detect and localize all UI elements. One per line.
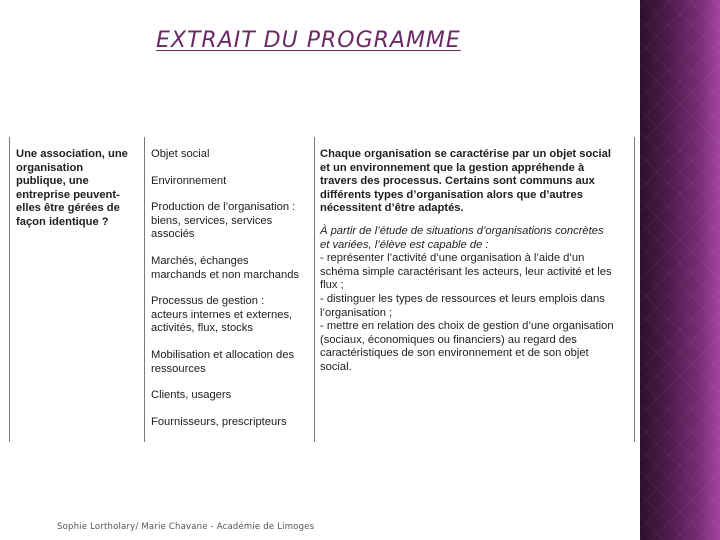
notion-line: associés <box>151 228 195 241</box>
competence-line: flux ; <box>320 279 344 292</box>
notion-item <box>151 295 311 336</box>
notion-line: Production de l’organisation : <box>151 201 296 214</box>
notion-item <box>151 175 311 189</box>
competence-intro-line: Chaque organisation se caractérise par un objet social <box>320 148 611 160</box>
notion-line: ressources <box>151 362 206 375</box>
question-line: façon identique ? <box>16 215 109 228</box>
competence-line: - mettre en relation des choix de gestion d’une organisation <box>320 320 614 333</box>
notion-item <box>151 389 311 403</box>
decorative-side-panel <box>640 0 720 540</box>
notion-line: Mobilisation et allocation des <box>151 348 295 361</box>
notion-item <box>151 148 311 162</box>
notion-item <box>151 349 311 376</box>
table-border-right <box>634 137 635 442</box>
competence-line: - distinguer les types de ressources et leurs emplois dans <box>320 292 605 305</box>
table-divider-2 <box>314 137 315 442</box>
competence-line: - représenter l’activité d’une organisation à l’aide d’un <box>320 252 585 265</box>
notion-line: Marchés, échanges <box>151 254 249 267</box>
question-column <box>16 148 140 230</box>
notion-line: Fournisseurs, prescripteurs <box>151 415 287 428</box>
question-line: elles être gérées de <box>16 202 120 215</box>
notion-item <box>151 201 311 242</box>
notions-column <box>151 148 311 442</box>
competence-intro-line: nécessitent d’être adaptés. <box>320 202 464 215</box>
notion-item <box>151 255 311 282</box>
competence-lead-line: et variées, l’élève est capable de : <box>320 238 489 251</box>
competence-line: (sociaux, économiques ou financiers) au regard des <box>320 333 577 346</box>
spacer <box>320 216 632 225</box>
notion-line: Processus de gestion : <box>151 295 265 308</box>
competence-line: schéma simple caractérisant les acteurs, leur activité et les <box>320 265 612 278</box>
competence-intro-line: et un environnement que la gestion appréhende à <box>320 161 585 174</box>
notion-line: acteurs internes et externes, <box>151 308 293 321</box>
question-line: entreprise peuvent- <box>16 188 120 201</box>
notion-line: Objet social <box>151 148 210 160</box>
notion-line: activités, flux, stocks <box>151 322 253 335</box>
notion-item <box>151 416 311 430</box>
table-divider-1 <box>144 137 145 442</box>
notion-line: biens, services, services <box>151 214 273 227</box>
question-line: publique, une <box>16 175 89 188</box>
competence-intro-line: travers des processus. Certains sont communs aux <box>320 175 595 188</box>
notion-line: Environnement <box>151 174 227 187</box>
competence-line: social. <box>320 360 352 373</box>
notion-line: Clients, usagers <box>151 389 232 402</box>
competence-line: caractéristiques de son environnement et de son objet <box>320 347 589 360</box>
footer-credits: Sophie Lortholary/ Marie Chavane - Académie de Limoges <box>57 522 315 532</box>
competence-intro-line: différents types d’organisation alors que d’autres <box>320 188 583 201</box>
competences-column <box>320 148 632 375</box>
table-border-left <box>9 137 10 442</box>
question-line: Une association, une <box>16 148 128 160</box>
competence-line: l’organisation ; <box>320 306 393 319</box>
notion-line: marchands et non marchands <box>151 268 300 281</box>
slide-title: EXTRAIT DU PROGRAMME <box>156 28 461 53</box>
program-table <box>9 137 635 442</box>
competence-lead-line: À partir de l’étude de situations d’organisations concrètes <box>320 224 604 237</box>
question-line: organisation <box>16 161 84 174</box>
